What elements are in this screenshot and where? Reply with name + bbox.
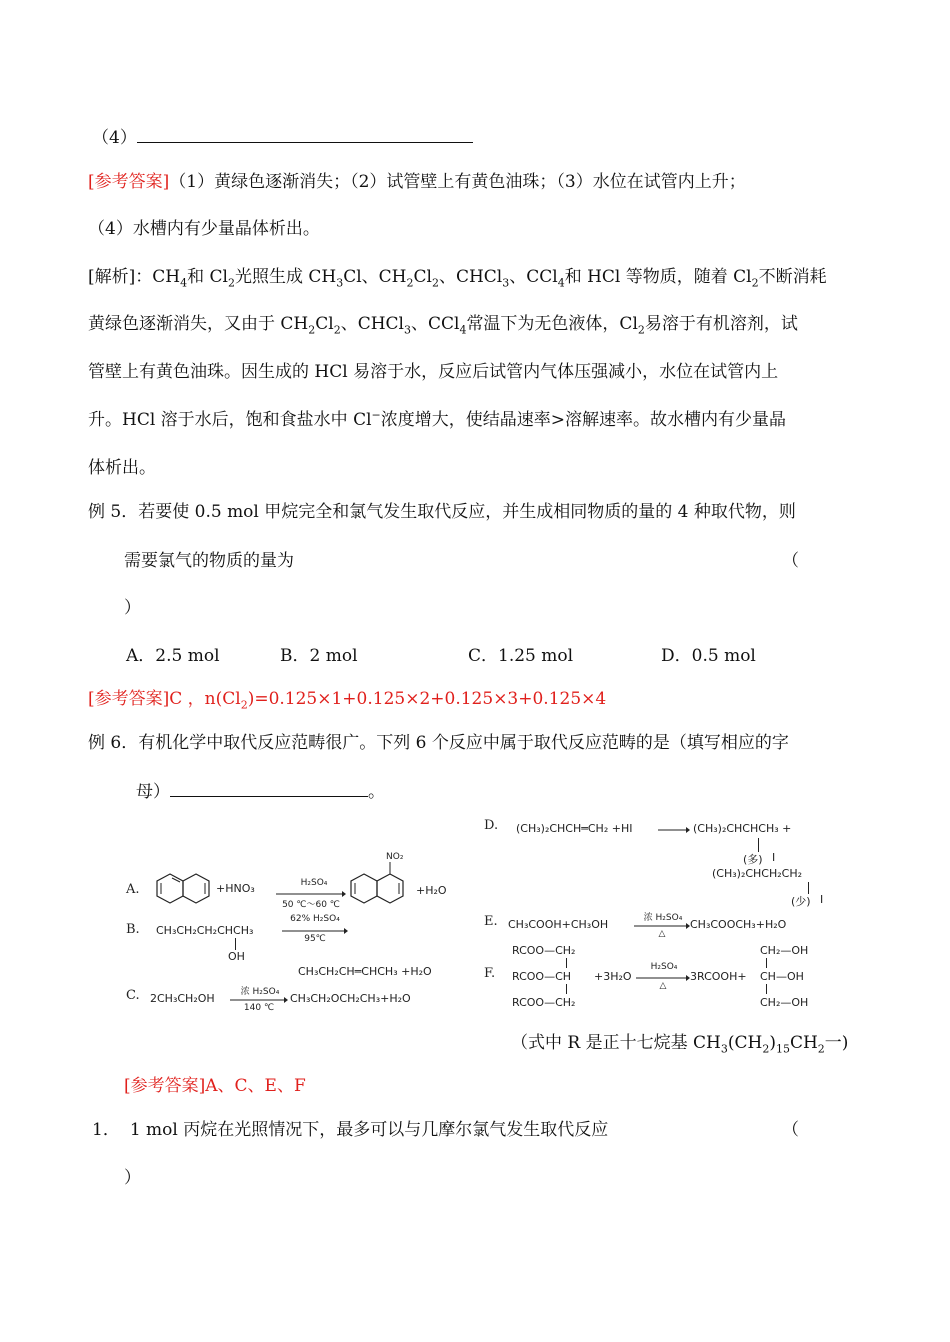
analysis-label: [解析]： — [88, 267, 153, 287]
rx-f-product: 3RCOOH+ — [690, 970, 747, 983]
rx-b-cond-top: 62% H₂SO₄ — [290, 914, 340, 924]
rx-c-reactant: 2CH₃CH₂OH — [150, 992, 215, 1005]
sub: 2 — [308, 323, 316, 337]
rx-d-arrow-icon — [658, 826, 690, 834]
rx-a-no2: NO₂ — [386, 852, 404, 862]
txt: （式中 R 是正十七烷基 CH — [511, 1033, 721, 1053]
txt: CH — [789, 1033, 818, 1053]
rx-f-reactant-3: RCOO—CH₂ — [512, 996, 576, 1009]
rx-b-reactant: CH₃CH₂CH₂CHCH₃ — [156, 924, 254, 937]
ex5-option-b: B．2 mol — [280, 646, 358, 666]
rx-b-label: B. — [126, 922, 140, 937]
rx-d-label: D. — [484, 818, 499, 833]
rx-a-cond-bottom: 50 ℃～60 ℃ — [282, 900, 340, 910]
rx-b-bond — [235, 938, 236, 950]
q1-line — [92, 1118, 608, 1142]
analysis-line-4 — [88, 408, 786, 432]
sub: 4 — [459, 323, 467, 337]
rx-f-glycerol-2: CH—OH — [760, 970, 804, 983]
rx-f-bond-4 — [766, 984, 767, 994]
answer-text-1: （1）黄绿色逐渐消失；（2）试管壁上有黄色油珠；（3）水位在试管内上升； — [169, 172, 746, 192]
rx-d-note-1: (多) — [743, 853, 763, 866]
rx-f-glycerol-1: CH₂—OH — [760, 944, 809, 957]
sup: − — [371, 408, 381, 422]
q1-paren-close: ） — [124, 1168, 141, 1188]
nitronaphthalene-icon — [348, 862, 410, 908]
rx-d-note-2: (少) — [791, 895, 811, 908]
sub: 2 — [406, 276, 414, 290]
txt: Cl — [315, 314, 334, 334]
sub: 2 — [637, 323, 645, 337]
txt: )=0.125×1+0.125×2+0.125×3+0.125×4 — [247, 689, 607, 709]
sub: 2 — [431, 276, 439, 290]
txt: 不断消耗 — [758, 267, 827, 287]
rx-c-product: CH₃CH₂OCH₂CH₃+H₂O — [290, 992, 411, 1005]
naphthalene-icon — [156, 872, 212, 906]
ex5-paren-close: ） — [124, 598, 141, 618]
rx-d-product-1: (CH₃)₂CHCHCH₃ + — [693, 822, 792, 835]
ex5-option-d: D．0.5 mol — [661, 646, 756, 666]
q1-paren-open: （ — [782, 1120, 799, 1140]
ex6-answer: [参考答案]A、C、E、F — [124, 1076, 306, 1096]
sub: 3 — [502, 276, 510, 290]
rx-b-cond-bottom: 95℃ — [304, 934, 326, 944]
rx-d-iodo-1: I — [772, 851, 776, 864]
analysis-line-2 — [88, 312, 798, 336]
rx-d-product-2: (CH₃)₂CHCH₂CH₂ — [712, 867, 803, 880]
sub: 4 — [557, 276, 565, 290]
rx-e-product: CH₃COOCH₃+H₂O — [690, 918, 787, 931]
rx-b-product: CH₃CH₂CH═CHCH₃ +H₂O — [298, 965, 432, 978]
ex5-answer-label: [参考答案] — [88, 689, 170, 709]
rx-b-oh: OH — [228, 950, 245, 963]
rx-f-bond-1 — [566, 958, 567, 968]
txt: 、CCl — [410, 314, 460, 334]
txt: 升。HCl 溶于水后，饱和食盐水中 Cl — [88, 410, 372, 430]
q4-label: （4） — [92, 128, 137, 148]
txt: 常温下为无色液体，Cl — [466, 314, 638, 334]
answer-line-2: （4）水槽内有少量晶体析出。 — [88, 219, 320, 239]
rx-f-bond-2 — [566, 984, 567, 994]
answer-line-1 — [88, 170, 746, 194]
txt: Cl、CH — [343, 267, 407, 287]
sub: 2 — [333, 323, 341, 337]
analysis-line-3: 管壁上有黄色油珠。因生成的 HCl 易溶于水，反应后试管内气体压强减小，水位在试管内上 — [88, 362, 779, 382]
q4-answer-blank — [137, 124, 473, 143]
ex6-r-note — [511, 1031, 848, 1055]
rx-e-label: E. — [484, 914, 498, 929]
ex5-option-a: A．2.5 mol — [126, 646, 220, 666]
sub: 2 — [227, 276, 235, 290]
rx-c-label: C. — [126, 988, 140, 1003]
rx-f-cond-top: H₂SO₄ — [650, 962, 678, 972]
rx-f-water: +3H₂O — [594, 970, 632, 983]
sub: 2 — [817, 1042, 825, 1056]
ex5-paren-open: （ — [782, 551, 799, 571]
txt: (CH — [727, 1033, 763, 1053]
rx-f-cond-bottom: △ — [659, 981, 667, 991]
rx-a-product: +H₂O — [416, 884, 447, 897]
txt: 和 Cl — [187, 267, 228, 287]
ex5-question-1: 例 5．若要使 0.5 mol 甲烷完全和氯气发生取代反应，并生成相同物质的量的 4 种取代物，则 — [88, 502, 796, 522]
rx-c-cond-bottom: 140 ℃ — [243, 1003, 275, 1013]
txt: 浓度增大，使结晶速率>溶解速率。故水槽内有少量晶 — [380, 410, 786, 430]
q1-text: 1 mol 丙烷在光照情况下，最多可以与几摩尔氯气发生取代反应 — [129, 1120, 609, 1140]
q4-line — [92, 124, 473, 150]
rx-f-reactant-2: RCOO—CH — [512, 970, 572, 983]
txt: 黄绿色逐渐消失，又由于 CH — [88, 314, 309, 334]
txt: 、CCl — [509, 267, 558, 287]
rx-e-cond-top: 浓 H₂SO₄ — [643, 913, 683, 923]
ex6-question-2 — [136, 778, 385, 804]
txt: Cl — [413, 267, 432, 287]
ex6-answer-blank — [170, 778, 368, 797]
sub: 3 — [720, 1042, 728, 1056]
txt: 、CHCl — [438, 267, 503, 287]
txt: 一) — [824, 1033, 849, 1053]
sub: 2 — [751, 276, 759, 290]
rx-d-bond — [758, 838, 759, 852]
txt: 和 HCl 等物质，随着 Cl — [564, 267, 752, 287]
sub: 4 — [180, 276, 188, 290]
txt: C ，n(Cl — [169, 689, 241, 709]
answer-label: [参考答案] — [88, 172, 170, 192]
txt: 易溶于有机溶剂，试 — [644, 314, 798, 334]
txt: 、CHCl — [340, 314, 404, 334]
rx-e-cond-bottom: △ — [658, 929, 666, 939]
rx-a-label: A. — [126, 882, 140, 897]
rx-d-reactant: (CH₃)₂CHCH═CH₂ +HI — [516, 822, 633, 835]
ex5-question-2: 需要氯气的物质的量为 — [124, 551, 294, 571]
sub: 15 — [775, 1042, 790, 1056]
rx-f-reactant-1: RCOO—CH₂ — [512, 944, 576, 957]
rx-f-bond-3 — [766, 958, 767, 968]
rx-f-glycerol-3: CH₂—OH — [760, 996, 809, 1009]
rx-e-reactant: CH₃COOH+CH₃OH — [508, 918, 609, 931]
rx-c-cond-top: 浓 H₂SO₄ — [240, 987, 280, 997]
sub: 2 — [240, 698, 248, 712]
ex5-answer — [88, 687, 606, 711]
q1-number: 1． — [92, 1120, 120, 1140]
rx-f-label: F. — [484, 966, 496, 981]
ex5-option-c: C．1.25 mol — [468, 646, 574, 666]
rx-a-reagent: +HNO₃ — [216, 882, 255, 895]
sub: 2 — [762, 1042, 770, 1056]
txt: CH — [152, 267, 181, 287]
ex6-question-1: 例 6．有机化学中取代反应范畴很广。下列 6 个反应中属于取代反应范畴的是（填写相应的字 — [88, 733, 789, 753]
txt: 母） — [136, 782, 170, 802]
sub: 3 — [403, 323, 411, 337]
txt: ) — [769, 1033, 776, 1053]
analysis-line-5: 体析出。 — [88, 458, 156, 478]
rx-d-iodo-2: I — [820, 893, 824, 906]
analysis-line-1 — [88, 265, 827, 289]
txt: 。 — [368, 782, 385, 802]
rx-a-cond-top: H₂SO₄ — [300, 878, 328, 888]
sub: 3 — [336, 276, 344, 290]
txt: 光照生成 CH — [234, 267, 337, 287]
